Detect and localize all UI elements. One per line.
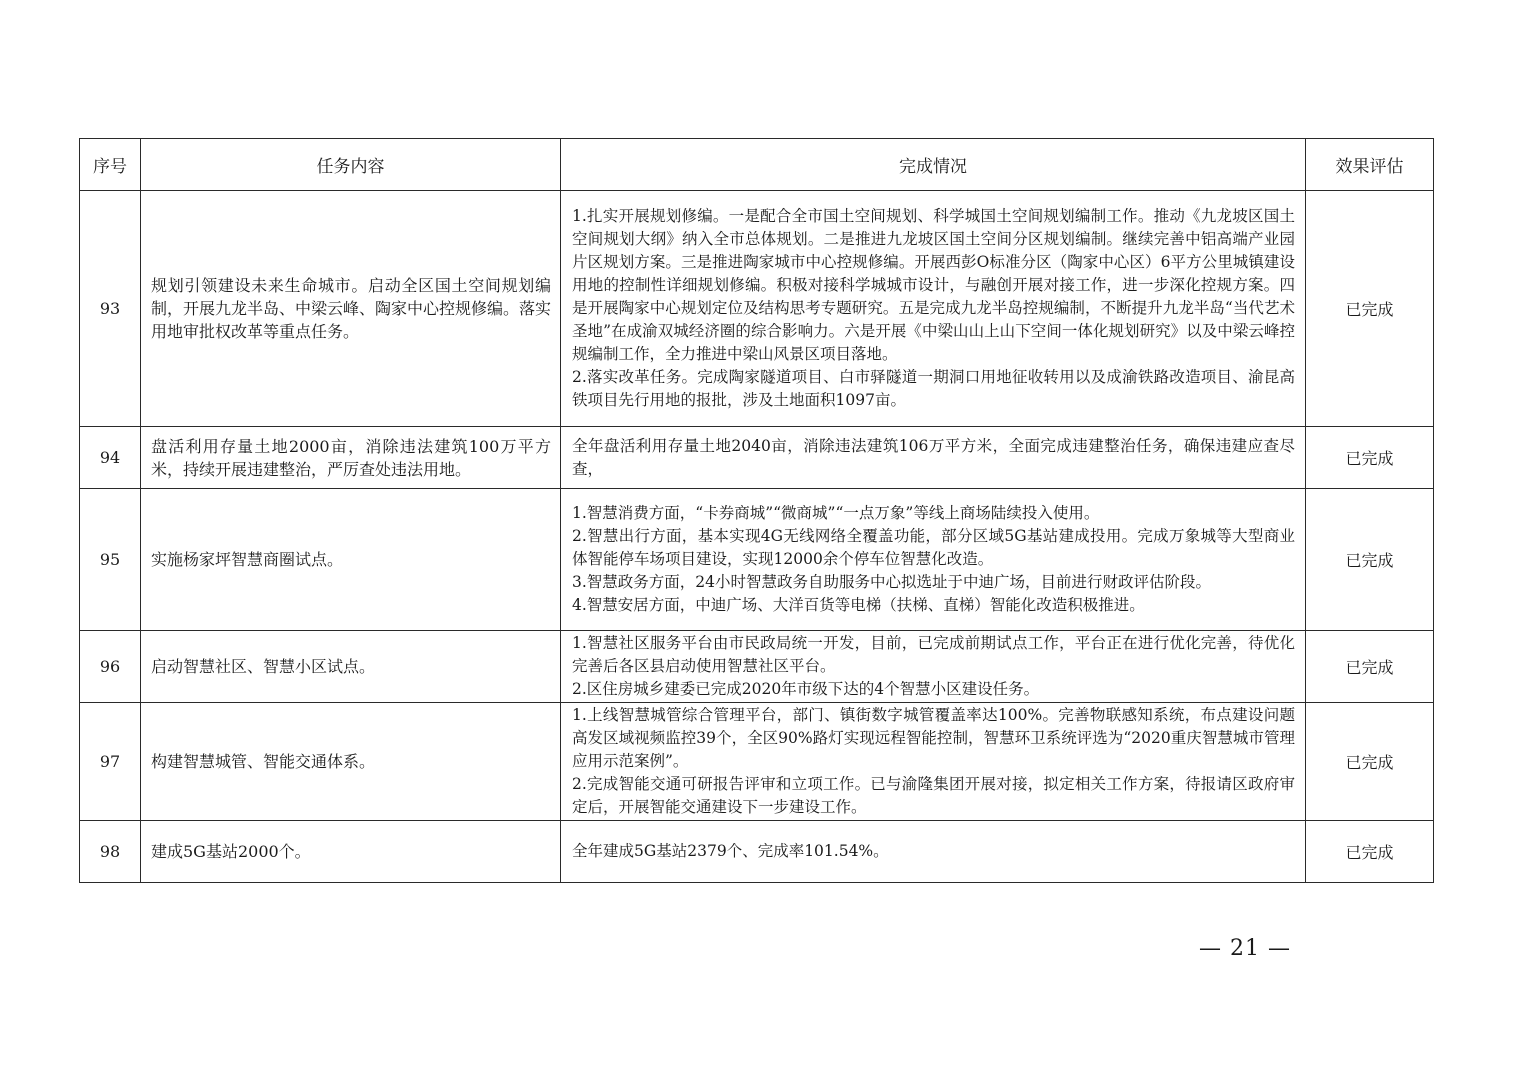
header-task: 任务内容: [141, 139, 561, 191]
header-status: 完成情况: [561, 139, 1306, 191]
task-content: 规划引领建设未来生命城市。启动全区国土空间规划编制，开展九龙半岛、中梁云峰、陶家中心控规修编。落实用地审批权改革等重点任务。: [141, 191, 561, 427]
table-header-row: [80, 139, 1434, 191]
table-body: [80, 191, 1434, 883]
page-number: — 21 —: [1199, 936, 1291, 961]
completion-status: [561, 191, 1306, 427]
evaluation-value: 已完成: [1306, 489, 1434, 631]
row-number: 93: [80, 191, 141, 427]
row-number: 98: [80, 821, 141, 883]
status-line: 全年建成5G基站2379个、完成率101.54%。: [572, 842, 889, 860]
evaluation-value: 已完成: [1306, 427, 1434, 489]
row-number: 95: [80, 489, 141, 631]
table-row: [80, 703, 1434, 821]
task-content: 构建智慧城管、智能交通体系。: [141, 703, 561, 821]
evaluation-value: 已完成: [1306, 703, 1434, 821]
header-no: 序号: [80, 139, 141, 191]
status-line: 全年盘活利用存量土地2040亩，消除违法建筑106万平方米，全面完成违建整治任务，确保违建应查尽查，: [572, 436, 1295, 478]
status-line: 1.扎实开展规划修编。一是配合全市国土空间规划、科学城国土空间规划编制工作。推动《九龙坡区国土空间规划大纲》纳入全市总体规划。二是推进九龙坡区国土空间分区规划编制。继续完善中铝高端产业园片区规划方案。三是推进陶家城市中心控规修编。开展西彭O标准分区（陶家中心区）6平方公里城镇建设用地的控制性详细规划修编。积极对接科学城城市设计，与融创开展对接工作，进一步深化控规方案。四是开展陶家中心规划定位及结构思考专题研究。五是完成九龙半岛控规编制，不断提升九龙半岛“当代艺术圣地”在成渝双城经济圈的综合影响力。六是开展《中梁山山上山下空间一体化规划研究》以及中梁云峰控规编制工作，全力推进中梁山风景区项目落地。: [572, 207, 1295, 363]
task-content: 盘活利用存量土地2000亩，消除违法建筑100万平方米，持续开展违建整治，严厉查处违法用地。: [141, 427, 561, 489]
completion-status: [561, 821, 1306, 883]
row-number: 97: [80, 703, 141, 821]
evaluation-value: 已完成: [1306, 191, 1434, 427]
status-line: 2.区住房城乡建委已完成2020年市级下达的4个智慧小区建设任务。: [572, 680, 1040, 698]
status-line: 1.智慧消费方面，“卡券商城”“微商城”“一点万象”等线上商场陆续投入使用。: [572, 504, 1100, 522]
task-content: 实施杨家坪智慧商圈试点。: [141, 489, 561, 631]
status-line: 1.上线智慧城管综合管理平台，部门、镇街数字城管覆盖率达100%。完善物联感知系统，布点建设问题高发区域视频监控39个，全区90%路灯实现远程智能控制，智慧环卫系统评选为“2020重庆智慧城市管理应用示范案例”。: [572, 706, 1295, 770]
row-number: 94: [80, 427, 141, 489]
status-line: 4.智慧安居方面，中迪广场、大洋百货等电梯（扶梯、直梯）智能化改造积极推进。: [572, 596, 1145, 614]
task-table: [79, 138, 1434, 883]
row-number: 96: [80, 631, 141, 703]
completion-status: [561, 489, 1306, 631]
status-line: 2.智慧出行方面，基本实现4G无线网络全覆盖功能，部分区域5G基站建成投用。完成万象城等大型商业体智能停车场项目建设，实现12000余个停车位智慧化改造。: [572, 527, 1295, 568]
table-row: [80, 631, 1434, 703]
task-content: 启动智慧社区、智慧小区试点。: [141, 631, 561, 703]
evaluation-value: 已完成: [1306, 821, 1434, 883]
status-line: 2.完成智能交通可研报告评审和立项工作。已与渝隆集团开展对接，拟定相关工作方案，待报请区政府审定后，开展智能交通建设下一步建设工作。: [572, 775, 1295, 816]
status-line: 3.智慧政务方面，24小时智慧政务自助服务中心拟选址于中迪广场，目前进行财政评估阶段。: [572, 573, 1212, 591]
table-row: [80, 427, 1434, 489]
completion-status: [561, 427, 1306, 489]
evaluation-value: 已完成: [1306, 631, 1434, 703]
status-line: 1.智慧社区服务平台由市民政局统一开发，目前，已完成前期试点工作，平台正在进行优化完善，待优化完善后各区县启动使用智慧社区平台。: [572, 634, 1295, 675]
header-evaluation: 效果评估: [1306, 139, 1434, 191]
completion-status: [561, 703, 1306, 821]
completion-status: [561, 631, 1306, 703]
status-line: 2.落实改革任务。完成陶家隧道项目、白市驿隧道一期洞口用地征收转用以及成渝铁路改造项目、渝昆高铁项目先行用地的报批，涉及土地面积1097亩。: [572, 368, 1295, 409]
table-row: [80, 821, 1434, 883]
table-row: [80, 191, 1434, 427]
table-row: [80, 489, 1434, 631]
task-content: 建成5G基站2000个。: [141, 821, 561, 883]
